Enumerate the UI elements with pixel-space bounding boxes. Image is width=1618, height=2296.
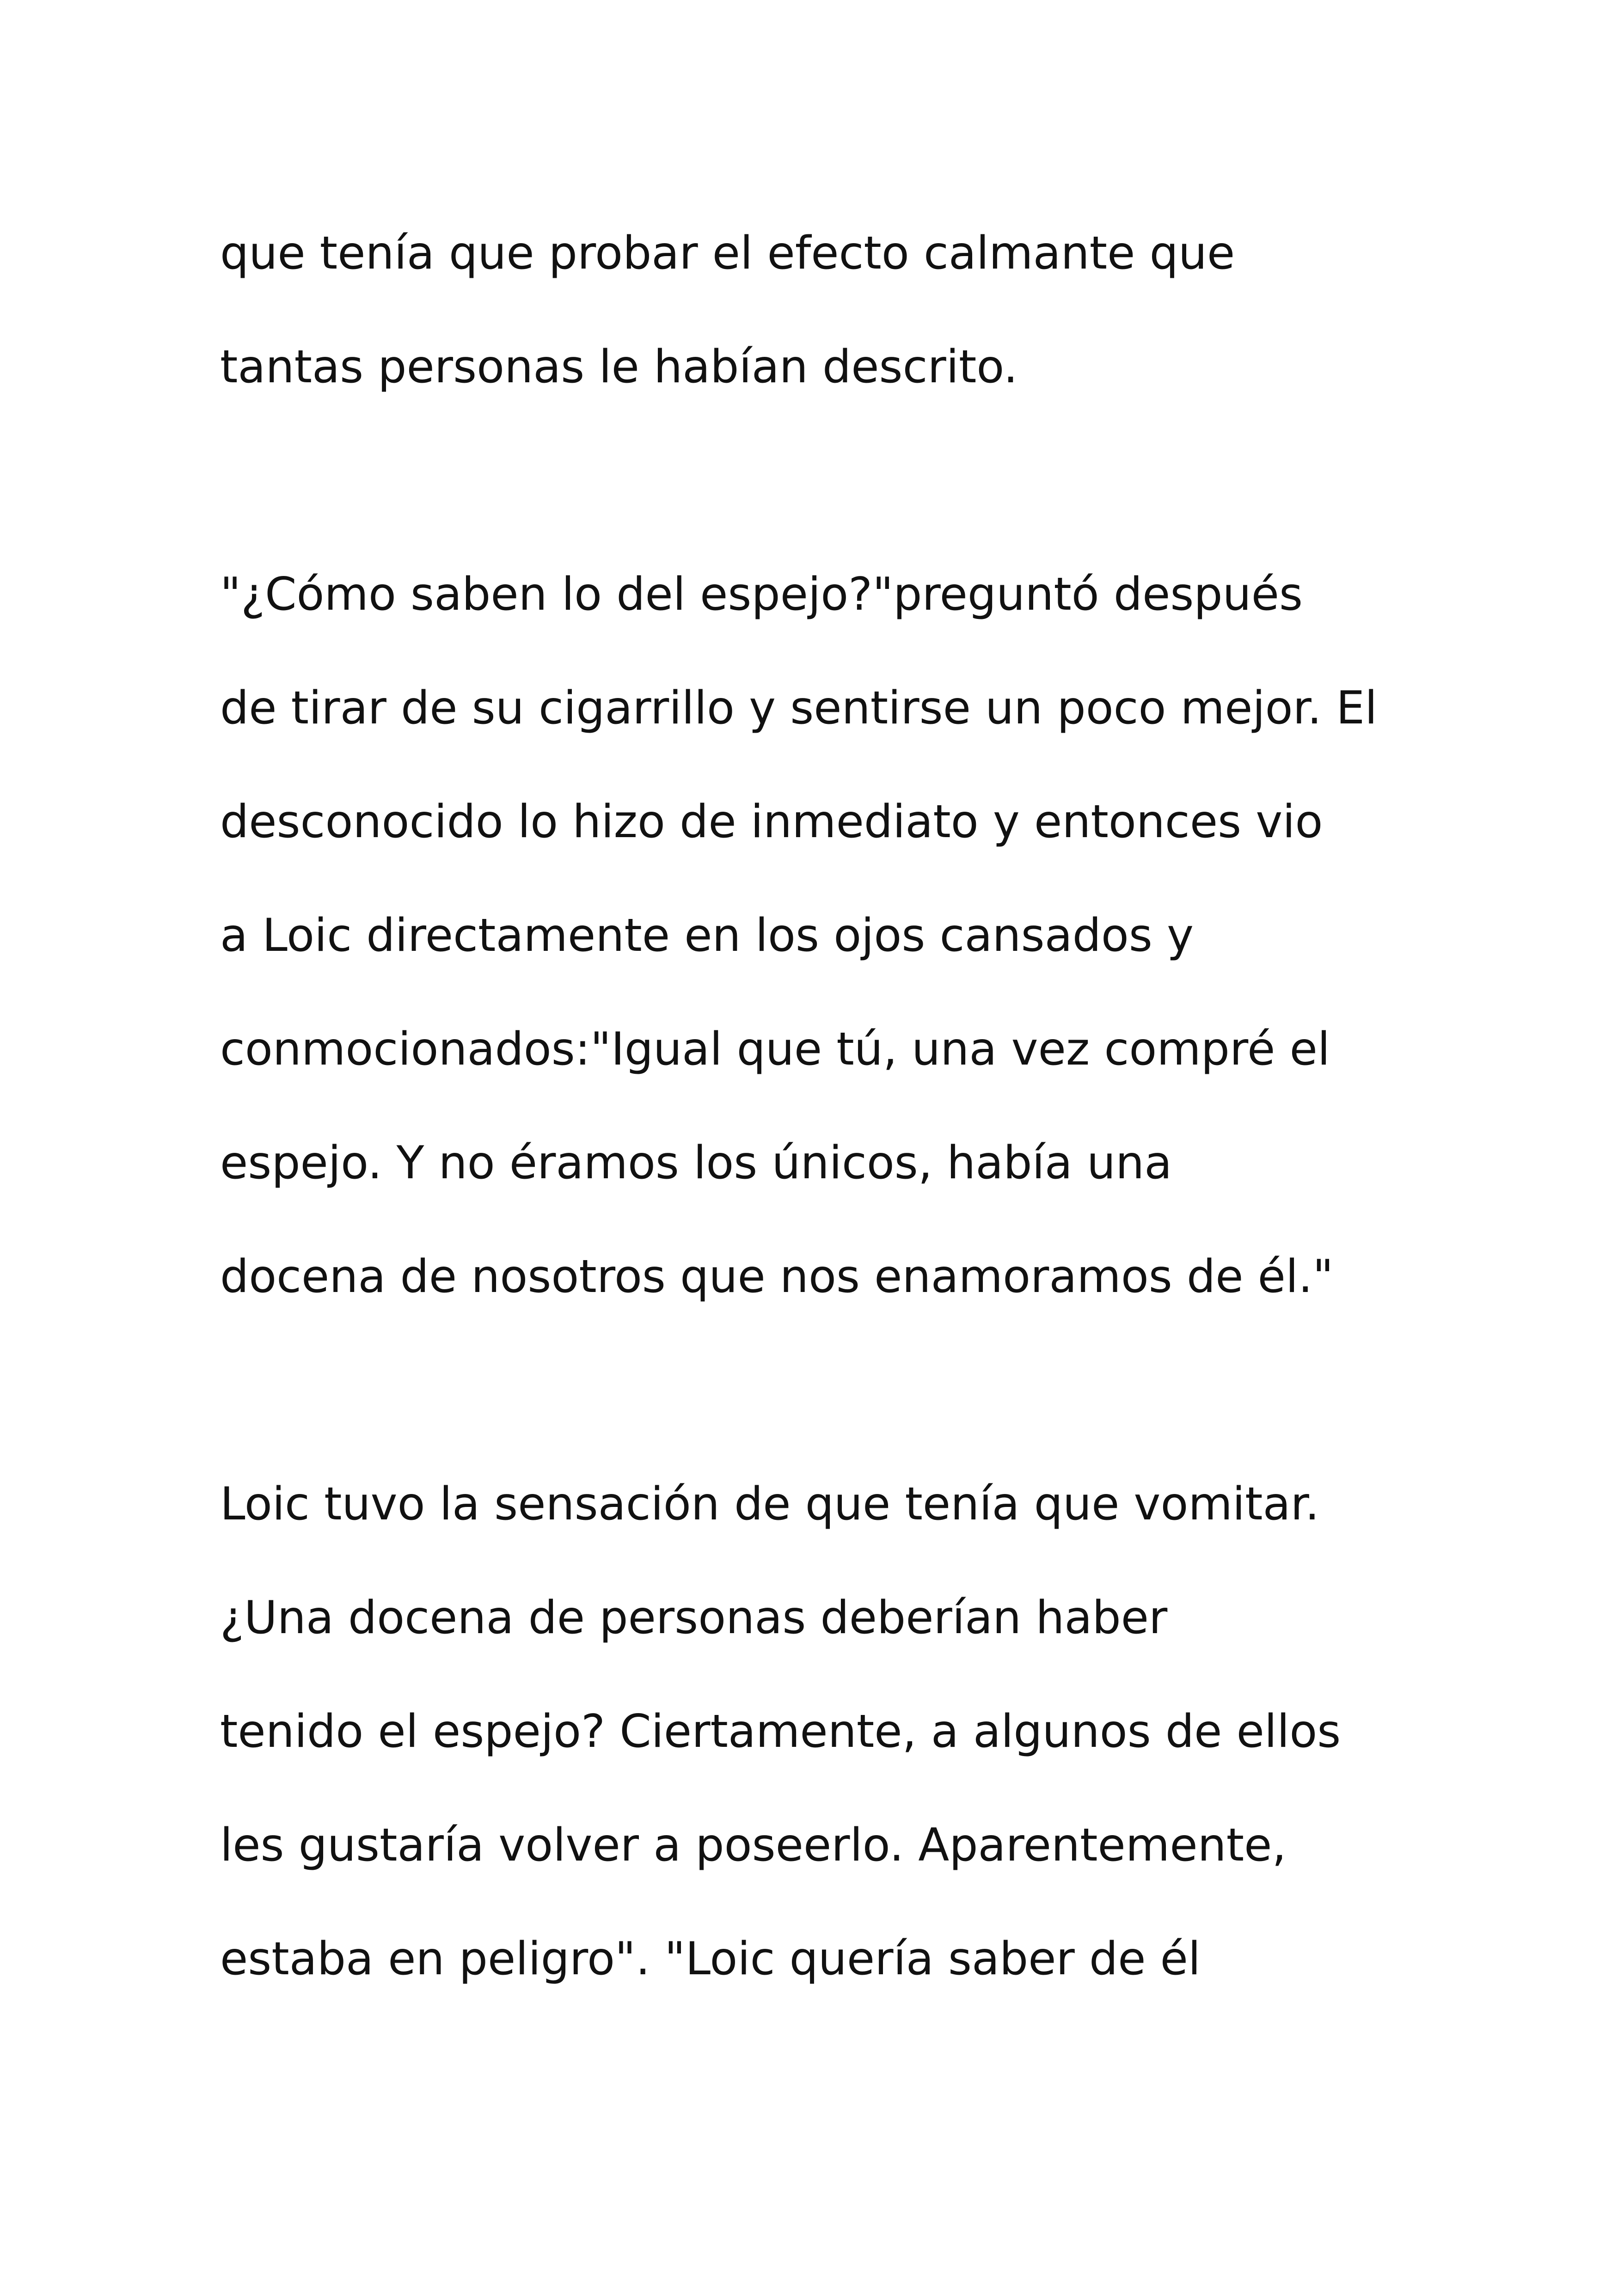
paragraph-2-line-1: "¿Cómo saben lo del espejo?"preguntó después	[220, 568, 1303, 621]
paragraph-2-line-4: a Loic directamente en los ojos cansados y	[220, 909, 1194, 962]
paragraph-2-line-2: de tirar de su cigarrillo y sentirse un poco mejor. El	[220, 682, 1378, 735]
paragraph-2-line-3: desconocido lo hizo de inmediato y entonces vio	[220, 796, 1323, 848]
paragraph-3-line-5: estaba en peligro". "Loic quería saber de él	[220, 1933, 1201, 1985]
paragraph-1-line-2: tantas personas le habían descrito.	[220, 341, 1018, 393]
paragraph-2-line-6: espejo. Y no éramos los únicos, había una	[220, 1137, 1172, 1189]
paragraph-3-line-2: ¿Una docena de personas deberían haber	[220, 1592, 1168, 1644]
paragraph-3-line-3: tenido el espejo? Ciertamente, a algunos de ellos	[220, 1705, 1341, 1758]
paragraph-1-line-1: que tenía que probar el efecto calmante que	[220, 227, 1235, 280]
paragraph-2-line-7: docena de nosotros que nos enamoramos de él."	[220, 1250, 1334, 1303]
paragraph-2-line-5: conmocionados:"Igual que tú, una vez compré el	[220, 1023, 1330, 1076]
paragraph-3-line-1: Loic tuvo la sensación de que tenía que vomitar.	[220, 1478, 1320, 1531]
paragraph-3-line-4: les gustaría volver a poseerlo. Aparentemente,	[220, 1819, 1287, 1872]
